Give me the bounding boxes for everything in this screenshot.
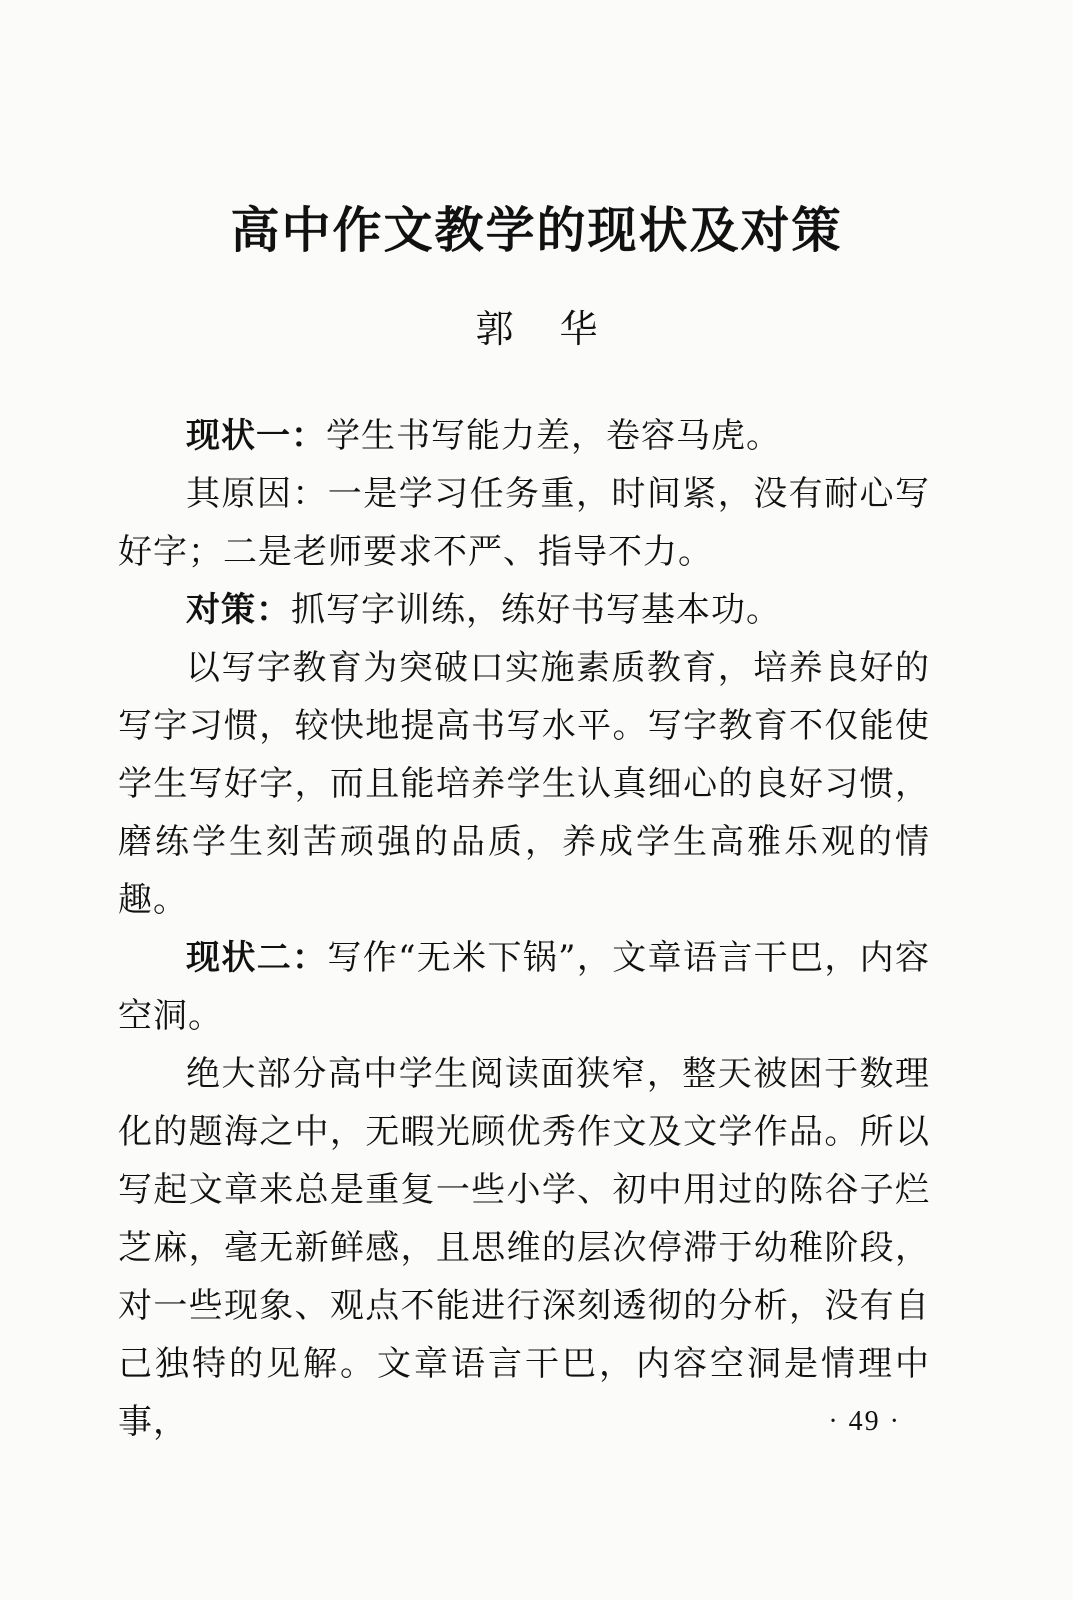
paragraph-text: 绝大部分高中学生阅读面狭窄，整天被困于数理化的题海之中，无暇光顾优秀作文及文学作品。所以写起文章来总是重复一些小学、初中用过的陈谷子烂芝麻，毫无新鲜感，且思维的层次停滞于幼稚阶段，对一些现象、观点不能进行深刻透彻的分析，没有自己独特的见解。文章语言干巴，内容空洞是情理中事， <box>118 1054 930 1442</box>
section-label: 现状一： <box>186 416 326 456</box>
article-body <box>118 407 930 1451</box>
paragraph-status-two <box>118 929 930 1045</box>
section-label: 对策： <box>186 590 291 630</box>
paragraph-strategy-one <box>118 581 930 639</box>
paragraph-writing-education <box>118 639 930 929</box>
page-number: · 49 · <box>828 1406 901 1437</box>
paragraph-text: 抓写字训练，练好书写基本功。 <box>291 590 781 630</box>
paragraph-text: 学生书写能力差，卷容马虎。 <box>326 416 781 456</box>
paragraph-text: 写作“无米下锅”，文章语言干巴，内容空洞。 <box>118 938 931 1036</box>
article-title: 高中作文教学的现状及对策 <box>230 201 843 259</box>
paragraph-text: 其原因：一是学习任务重，时间紧，没有耐心写好字；二是老师要求不严、指导不力。 <box>118 474 930 572</box>
paragraph-status-one <box>118 407 930 465</box>
paragraph-reading-analysis <box>118 1045 930 1451</box>
paragraph-cause-one <box>118 465 930 581</box>
section-label: 现状二： <box>186 938 328 978</box>
article-author: 郭华 <box>475 307 644 351</box>
paragraph-text: 以写字教育为突破口实施素质教育，培养良好的写字习惯，较快地提高书写水平。写字教育不仅能使学生写好字，而且能培养学生认真细心的良好习惯，磨练学生刻苦顽强的品质，养成学生高雅乐观的情趣。 <box>118 648 930 920</box>
